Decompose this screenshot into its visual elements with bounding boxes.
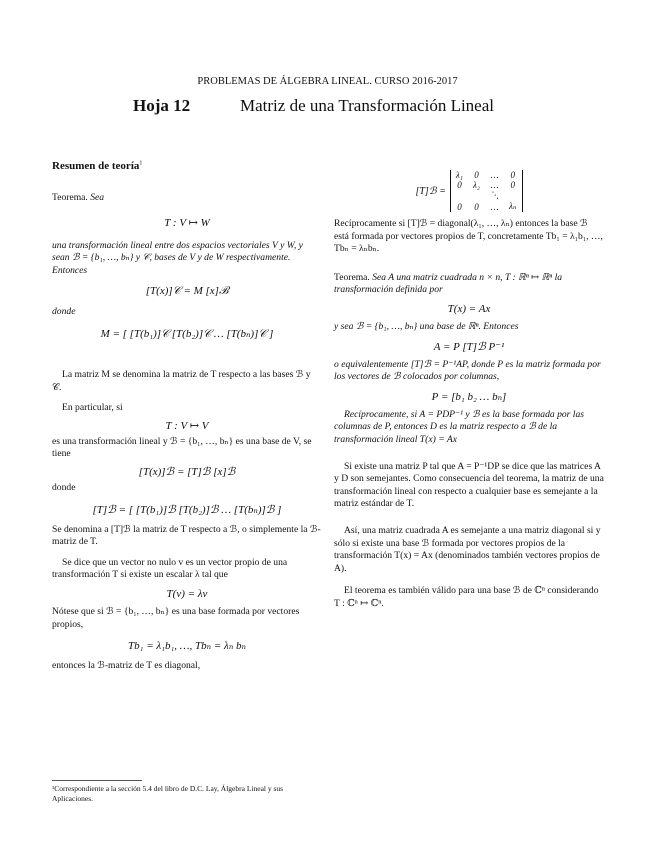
theorem-intro: Teorema. Sea xyxy=(52,192,105,203)
para-reciprocal-1: Recíprocamente si [T]ℬ = diagonal(λ₁, …, λₙ) entonces la base ℬ está formada por vectores propios de T, concretamente Tb₁ = λ₁b₁, …, Tbₙ = λₙbₙ. xyxy=(334,218,603,255)
para-b-matrix: Se denomina a [T]ℬ la matriz de T respecto a ℬ, o simplemente la ℬ-matriz de T. xyxy=(52,523,321,548)
equation-9: T(x) = Ax xyxy=(447,302,491,315)
course-header: PROBLEMAS DE ÁLGEBRA LINEAL. CURSO 2016-2017 xyxy=(197,76,458,87)
equation-11: P = [b₁ b₂ … bₙ] xyxy=(431,390,507,403)
para-matrix-m: La matriz M se denomina la matriz de T respecto a las bases ℬ y 𝒞. xyxy=(52,368,311,393)
section-title: Resumen de teoría$^1$ xyxy=(52,160,143,172)
theorem-2: Teorema. Sea A una matriz cuadrada n × n, T : ℝⁿ ↦ ℝⁿ la transformación definida por xyxy=(334,271,563,296)
para-eigenvector: Se dice que un vector no nulo v es un vector propio de una transformación T si existe un escalar λ tal que xyxy=(52,556,288,581)
para-complex: El teorema es también válido para una base ℬ de ℂⁿ considerando T : ℂⁿ ↦ ℂⁿ. xyxy=(334,585,599,609)
diagonal-matrix: [T]ℬ = λ₁ 0 … 0 0 λ₂ … 0 ⋱ 0 0 … λₙ xyxy=(334,170,604,212)
para-reciprocal-2: Recíprocamente, si A = PDP⁻¹ y ℬ es la base formada por las columnas de P, entonces D es la matriz respecto a ℬ de la transformación lineal T(x) = Ax xyxy=(334,408,585,445)
para-linear: es una transformación lineal y ℬ = {b₁, …, bₙ} es una base de V, se tiene xyxy=(52,435,312,460)
equation-5: [T(x)]ℬ = [T]ℬ [x]ℬ xyxy=(138,465,236,478)
equation-8: Tb₁ = λ₁b₁, …, Tbₙ = λₙ bₙ xyxy=(128,640,246,653)
para-diagonal: entonces la ℬ-matriz de T es diagonal, xyxy=(52,660,201,672)
equation-10: A = P [T]ℬ P⁻¹ xyxy=(433,340,505,353)
equation-6: [T]ℬ = [ [T(b₁)]ℬ [T(b₂)]ℬ … [T(bₙ)]ℬ ] xyxy=(92,503,282,516)
para-particular: En particular, si xyxy=(62,402,123,414)
left-column xyxy=(52,160,322,673)
equation-7: T(v) = λv xyxy=(166,587,208,600)
equation-2: [T(x)]𝒞 = M [x]ℬ xyxy=(145,285,229,298)
theorem-text: una transformación lineal entre dos espacios vectoriales V y W, y sean ℬ = {b₁, …, bₙ} y 𝒞, bases de V y de W respectivamente. Entonces xyxy=(52,239,303,276)
page-title: Matriz de una Transformación Lineal xyxy=(240,96,494,115)
equation-3: M = [ [T(b₁)]𝒞 [T(b₂)]𝒞 … [T(bₙ)]𝒞 ] xyxy=(100,327,274,340)
footnote-rule xyxy=(52,780,142,781)
para-equivalently: o equivalentemente [T]ℬ = P⁻¹AP, donde P es la matriz formada por los vectores de ℬ colocados por columnas, xyxy=(334,358,601,383)
where-1: donde xyxy=(52,306,76,318)
sheet-number: Hoja 12 xyxy=(133,96,191,115)
where-2: donde xyxy=(52,481,76,493)
equation-1: T : V ↦ W xyxy=(164,216,210,229)
para-similar: Si existe una matriz P tal que A = P⁻¹DP se dice que las matrices A y D son semejantes. Como consecuencia del teorema, la matriz de una transformación lineal con respecto a cualquier base es semejante a la matriz estándar de T. xyxy=(334,460,604,510)
para-basis: y sea ℬ = {b₁, …, bₙ} una base de ℝⁿ. Entonces xyxy=(334,320,519,332)
right-column xyxy=(334,170,604,610)
equation-4: T : V ↦ V xyxy=(165,419,209,432)
para-eigenbasis: Nótese que si ℬ = {b₁, …, bₙ} es una base formada por vectores propios, xyxy=(52,605,300,630)
para-diagonalizable: Así, una matriz cuadrada A es semejante a una matriz diagonal si y sólo si existe una base ℬ formada por vectores propios de la transformación T(x) = Ax (denominados también vectores propios de A). xyxy=(334,524,601,574)
footnote: ¹Correspondiente a la sección 5.4 del libro de D.C. Lay, Álgebra Lineal y sus Aplicaciones. xyxy=(52,784,284,803)
